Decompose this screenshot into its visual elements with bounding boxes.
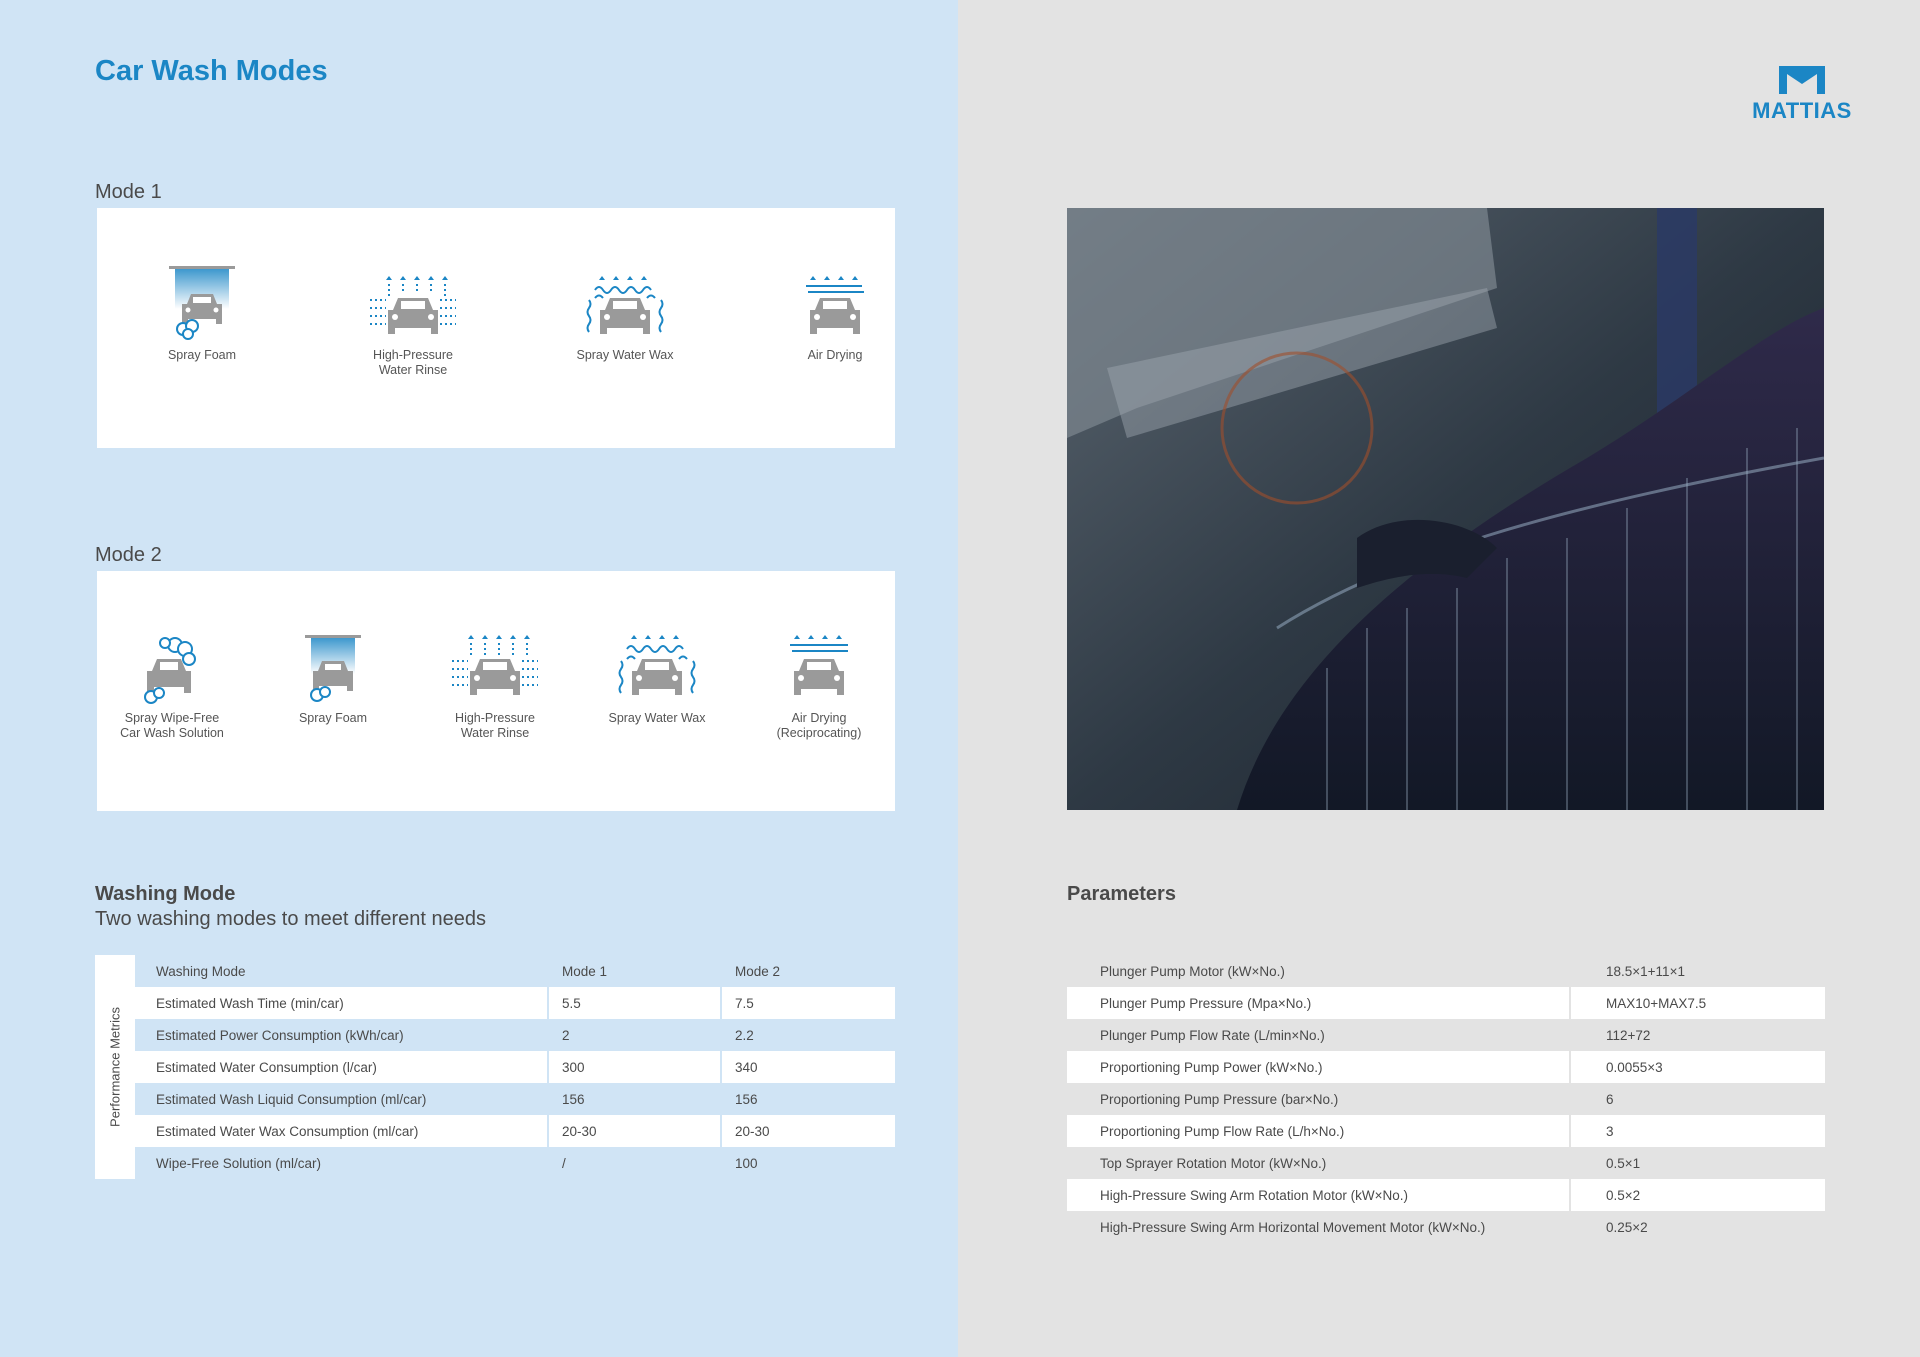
water-wax-icon xyxy=(585,276,665,342)
washing-mode-heading: Washing Mode xyxy=(95,883,236,905)
table-row xyxy=(1067,1051,1825,1083)
table-cell: Estimated Wash Time (min/car) xyxy=(135,987,549,1019)
table-cell: 300 xyxy=(549,1051,722,1083)
table-cell: 5.5 xyxy=(549,987,722,1019)
washing-mode-table xyxy=(135,955,895,1179)
table-cell: 156 xyxy=(735,1091,758,1107)
water-wax-icon xyxy=(617,635,697,705)
table-cell: 7.5 xyxy=(735,995,754,1011)
mode1-panel xyxy=(97,208,895,448)
step-label: High-Pressure Water Rinse xyxy=(455,711,535,740)
table-row xyxy=(135,987,895,1019)
table-row xyxy=(1067,1115,1825,1147)
mode1-step-water-wax xyxy=(550,276,700,363)
param-name: Proportioning Pump Pressure (bar×No.) xyxy=(1067,1083,1571,1115)
washing-mode-subheading: Two washing modes to meet different needs xyxy=(95,908,486,930)
air-drying-icon xyxy=(800,276,870,342)
mode2-step-spray-foam xyxy=(258,635,408,726)
mode1-label: Mode 1 xyxy=(95,181,162,203)
mode2-step-water-wax xyxy=(582,635,732,726)
spray-foam-icon xyxy=(167,266,237,342)
brand-logo xyxy=(1742,64,1862,124)
table-cell: / xyxy=(549,1147,722,1179)
step-label: Air Drying xyxy=(807,348,863,362)
step-label: Spray Water Wax xyxy=(608,711,706,725)
mode1-step-spray-foam xyxy=(127,266,277,363)
page-title: Car Wash Modes xyxy=(95,55,328,87)
table-row xyxy=(1067,955,1825,987)
param-value: 0.5×1 xyxy=(1606,1155,1641,1171)
step-label: Spray Wipe-Free Car Wash Solution xyxy=(120,711,224,740)
mode2-step-high-pressure-rinse xyxy=(420,635,570,741)
car-wash-photo-image xyxy=(1067,208,1824,810)
high-pressure-rinse-icon xyxy=(368,276,458,342)
table-row xyxy=(135,1147,895,1179)
mode2-panel xyxy=(97,571,895,811)
performance-metrics-label xyxy=(95,955,135,1179)
table-cell: 2.2 xyxy=(735,1027,754,1043)
mode1-step-air-drying xyxy=(760,276,910,363)
table-row xyxy=(135,1019,895,1051)
air-drying-icon xyxy=(784,635,854,705)
table-cell: Estimated Power Consumption (kWh/car) xyxy=(135,1019,549,1051)
table-cell: Wipe-Free Solution (ml/car) xyxy=(135,1147,549,1179)
mode2-step-air-drying xyxy=(744,635,894,741)
step-label: Spray Water Wax xyxy=(576,348,674,362)
table-row xyxy=(1067,1211,1825,1243)
table-cell: 156 xyxy=(549,1083,722,1115)
header-cell: Mode 2 xyxy=(735,963,781,979)
table-row xyxy=(1067,1019,1825,1051)
param-name: Plunger Pump Flow Rate (L/min×No.) xyxy=(1067,1019,1571,1051)
spray-foam-icon xyxy=(303,635,363,705)
wipe-free-solution-icon xyxy=(137,635,207,705)
table-row xyxy=(135,1051,895,1083)
performance-metrics-text: Performance Metrics xyxy=(107,1007,123,1127)
param-name: High-Pressure Swing Arm Horizontal Movement Motor (kW×No.) xyxy=(1067,1211,1571,1243)
param-name: High-Pressure Swing Arm Rotation Motor (kW×No.) xyxy=(1067,1179,1571,1211)
param-name: Plunger Pump Pressure (Mpa×No.) xyxy=(1067,987,1571,1019)
brand-name: MATTIAS xyxy=(1752,98,1852,123)
table-row xyxy=(1067,1083,1825,1115)
table-cell: 20-30 xyxy=(735,1123,770,1139)
param-name: Proportioning Pump Flow Rate (L/h×No.) xyxy=(1067,1115,1571,1147)
table-row xyxy=(135,1115,895,1147)
table-cell: Estimated Wash Liquid Consumption (ml/car) xyxy=(135,1083,549,1115)
param-value: 6 xyxy=(1606,1091,1614,1107)
table-cell: Estimated Water Wax Consumption (ml/car) xyxy=(135,1115,549,1147)
param-name: Plunger Pump Motor (kW×No.) xyxy=(1067,955,1571,987)
parameters-table xyxy=(1067,955,1825,1243)
table-cell: 100 xyxy=(735,1155,758,1171)
step-label: Spray Foam xyxy=(298,711,368,725)
table-row xyxy=(1067,987,1825,1019)
high-pressure-rinse-icon xyxy=(450,635,540,705)
table-cell: 2 xyxy=(549,1019,722,1051)
header-cell: Washing Mode xyxy=(156,963,246,979)
step-label: Air Drying (Reciprocating) xyxy=(776,711,862,740)
parameters-heading: Parameters xyxy=(1067,883,1176,905)
table-header-row xyxy=(135,955,895,987)
step-label: Spray Foam xyxy=(167,348,237,362)
param-value: 0.25×2 xyxy=(1606,1219,1648,1235)
mode2-step-wipe-free xyxy=(97,635,247,741)
header-cell: Mode 1 xyxy=(562,963,608,979)
param-value: 0.5×2 xyxy=(1606,1187,1641,1203)
param-name: Top Sprayer Rotation Motor (kW×No.) xyxy=(1067,1147,1571,1179)
param-name: Proportioning Pump Power (kW×No.) xyxy=(1067,1051,1571,1083)
mode2-label: Mode 2 xyxy=(95,544,162,566)
step-label: High-Pressure Water Rinse xyxy=(373,348,453,377)
table-row xyxy=(1067,1147,1825,1179)
mattias-logo-icon xyxy=(1777,64,1827,96)
param-value: 112+72 xyxy=(1606,1027,1651,1043)
mode1-step-high-pressure-rinse xyxy=(338,276,488,378)
table-row xyxy=(1067,1179,1825,1211)
table-cell: Estimated Water Consumption (l/car) xyxy=(135,1051,549,1083)
param-value: 3 xyxy=(1606,1123,1614,1139)
car-wash-photo xyxy=(1067,208,1824,810)
param-value: MAX10+MAX7.5 xyxy=(1606,995,1707,1011)
table-cell: 340 xyxy=(735,1059,758,1075)
table-row xyxy=(135,1083,895,1115)
table-cell: 20-30 xyxy=(549,1115,722,1147)
param-value: 18.5×1+11×1 xyxy=(1606,963,1685,979)
param-value: 0.0055×3 xyxy=(1606,1059,1663,1075)
